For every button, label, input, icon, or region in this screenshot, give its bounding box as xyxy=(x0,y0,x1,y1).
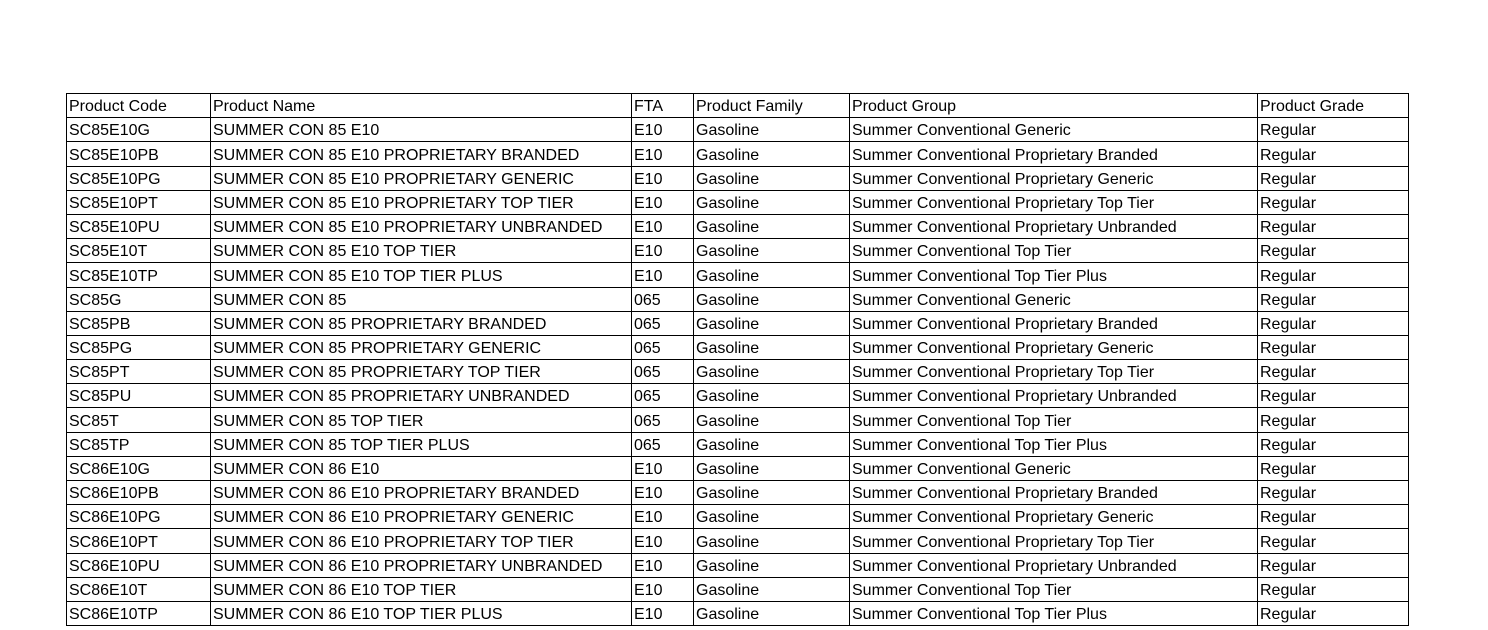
cell-product-family[interactable]: Gasoline xyxy=(694,287,850,311)
cell-product-group[interactable]: Summer Conventional Top Tier xyxy=(850,239,1258,263)
product-table xyxy=(66,93,1409,626)
cell-product-group[interactable]: Summer Conventional Proprietary Unbranded xyxy=(850,553,1258,577)
cell-fta[interactable]: E10 xyxy=(632,456,694,480)
cell-product-group[interactable]: Summer Conventional Generic xyxy=(850,118,1258,142)
cell-product-grade[interactable]: Regular xyxy=(1258,456,1409,480)
cell-product-name[interactable]: SUMMER CON 86 E10 TOP TIER PLUS xyxy=(211,601,632,625)
cell-product-code[interactable]: SC85E10PU xyxy=(67,214,211,238)
cell-product-code[interactable]: SC86E10TP xyxy=(67,601,211,625)
table-row xyxy=(67,456,1409,480)
cell-product-name[interactable]: SUMMER CON 85 E10 PROPRIETARY GENERIC xyxy=(211,166,632,190)
cell-fta[interactable]: E10 xyxy=(632,553,694,577)
cell-product-group[interactable]: Summer Conventional Proprietary Generic xyxy=(850,505,1258,529)
cell-fta[interactable]: E10 xyxy=(632,505,694,529)
cell-product-group[interactable]: Summer Conventional Proprietary Branded xyxy=(850,481,1258,505)
cell-fta[interactable]: E10 xyxy=(632,529,694,553)
cell-product-name[interactable]: SUMMER CON 85 E10 PROPRIETARY BRANDED xyxy=(211,142,632,166)
cell-fta[interactable]: E10 xyxy=(632,166,694,190)
cell-product-family[interactable]: Gasoline xyxy=(694,481,850,505)
cell-product-group[interactable]: Summer Conventional Proprietary Branded xyxy=(850,311,1258,335)
cell-product-grade[interactable]: Regular xyxy=(1258,481,1409,505)
cell-product-grade[interactable]: Regular xyxy=(1258,577,1409,601)
cell-product-grade[interactable]: Regular xyxy=(1258,505,1409,529)
table-row xyxy=(67,432,1409,456)
cell-product-code[interactable]: SC85E10TP xyxy=(67,263,211,287)
table-row xyxy=(67,577,1409,601)
table-row xyxy=(67,118,1409,142)
cell-product-grade[interactable]: Regular xyxy=(1258,311,1409,335)
table-row xyxy=(67,601,1409,625)
cell-product-group[interactable]: Summer Conventional Proprietary Generic xyxy=(850,335,1258,359)
cell-product-code[interactable]: SC86E10PG xyxy=(67,505,211,529)
cell-product-name[interactable]: SUMMER CON 86 E10 TOP TIER xyxy=(211,577,632,601)
cell-fta[interactable]: 065 xyxy=(632,360,694,384)
cell-product-group[interactable]: Summer Conventional Top Tier xyxy=(850,577,1258,601)
cell-fta[interactable]: E10 xyxy=(632,214,694,238)
cell-product-name[interactable]: SUMMER CON 85 E10 PROPRIETARY TOP TIER xyxy=(211,190,632,214)
cell-product-family[interactable]: Gasoline xyxy=(694,601,850,625)
header-product-code[interactable]: Product Code xyxy=(67,94,211,118)
table-row xyxy=(67,481,1409,505)
cell-product-code[interactable]: SC86E10G xyxy=(67,456,211,480)
cell-product-code[interactable]: SC85PU xyxy=(67,384,211,408)
cell-product-grade[interactable]: Regular xyxy=(1258,553,1409,577)
cell-product-group[interactable]: Summer Conventional Generic xyxy=(850,287,1258,311)
cell-fta[interactable]: 065 xyxy=(632,408,694,432)
cell-fta[interactable]: E10 xyxy=(632,481,694,505)
header-product-group[interactable]: Product Group xyxy=(850,94,1258,118)
cell-product-family[interactable]: Gasoline xyxy=(694,142,850,166)
cell-product-name[interactable]: SUMMER CON 85 PROPRIETARY GENERIC xyxy=(211,335,632,359)
cell-product-group[interactable]: Summer Conventional Proprietary Top Tier xyxy=(850,190,1258,214)
cell-product-family[interactable]: Gasoline xyxy=(694,384,850,408)
table-body xyxy=(67,118,1409,626)
cell-product-grade[interactable]: Regular xyxy=(1258,601,1409,625)
cell-product-family[interactable]: Gasoline xyxy=(694,505,850,529)
cell-product-code[interactable]: SC85TP xyxy=(67,432,211,456)
cell-product-grade[interactable]: Regular xyxy=(1258,384,1409,408)
cell-fta[interactable]: 065 xyxy=(632,287,694,311)
table-row xyxy=(67,142,1409,166)
table-row xyxy=(67,214,1409,238)
cell-product-name[interactable]: SUMMER CON 85 E10 xyxy=(211,118,632,142)
cell-product-family[interactable]: Gasoline xyxy=(694,553,850,577)
cell-product-grade[interactable]: Regular xyxy=(1258,263,1409,287)
cell-fta[interactable]: 065 xyxy=(632,432,694,456)
cell-product-name[interactable]: SUMMER CON 85 TOP TIER xyxy=(211,408,632,432)
cell-product-code[interactable]: SC86E10PB xyxy=(67,481,211,505)
cell-product-family[interactable]: Gasoline xyxy=(694,166,850,190)
cell-product-family[interactable]: Gasoline xyxy=(694,118,850,142)
cell-fta[interactable]: 065 xyxy=(632,311,694,335)
cell-product-code[interactable]: SC85E10T xyxy=(67,239,211,263)
cell-product-group[interactable]: Summer Conventional Proprietary Generic xyxy=(850,166,1258,190)
cell-product-name[interactable]: SUMMER CON 85 E10 PROPRIETARY UNBRANDED xyxy=(211,214,632,238)
cell-product-name[interactable]: SUMMER CON 85 E10 TOP TIER PLUS xyxy=(211,263,632,287)
table-row xyxy=(67,505,1409,529)
cell-fta[interactable]: 065 xyxy=(632,335,694,359)
cell-product-family[interactable]: Gasoline xyxy=(694,311,850,335)
cell-product-name[interactable]: SUMMER CON 85 PROPRIETARY BRANDED xyxy=(211,311,632,335)
cell-product-group[interactable]: Summer Conventional Proprietary Unbranded xyxy=(850,214,1258,238)
table-row xyxy=(67,553,1409,577)
cell-product-family[interactable]: Gasoline xyxy=(694,214,850,238)
cell-product-group[interactable]: Summer Conventional Top Tier Plus xyxy=(850,601,1258,625)
cell-product-code[interactable]: SC85T xyxy=(67,408,211,432)
cell-product-family[interactable]: Gasoline xyxy=(694,408,850,432)
cell-product-group[interactable]: Summer Conventional Proprietary Branded xyxy=(850,142,1258,166)
table-row xyxy=(67,287,1409,311)
cell-product-group[interactable]: Summer Conventional Proprietary Top Tier xyxy=(850,529,1258,553)
cell-product-code[interactable]: SC86E10PU xyxy=(67,553,211,577)
header-fta[interactable]: FTA xyxy=(632,94,694,118)
cell-fta[interactable]: E10 xyxy=(632,118,694,142)
cell-fta[interactable]: E10 xyxy=(632,190,694,214)
cell-product-name[interactable]: SUMMER CON 85 PROPRIETARY TOP TIER xyxy=(211,360,632,384)
cell-product-code[interactable]: SC85PT xyxy=(67,360,211,384)
cell-fta[interactable]: E10 xyxy=(632,263,694,287)
cell-product-group[interactable]: Summer Conventional Proprietary Unbranded xyxy=(850,384,1258,408)
table-row xyxy=(67,408,1409,432)
cell-product-family[interactable]: Gasoline xyxy=(694,432,850,456)
table-row xyxy=(67,190,1409,214)
cell-product-code[interactable]: SC86E10PT xyxy=(67,529,211,553)
cell-product-name[interactable]: SUMMER CON 85 E10 TOP TIER xyxy=(211,239,632,263)
cell-product-code[interactable]: SC85PB xyxy=(67,311,211,335)
cell-fta[interactable]: E10 xyxy=(632,601,694,625)
header-product-family[interactable]: Product Family xyxy=(694,94,850,118)
header-row xyxy=(67,94,1409,118)
cell-product-grade[interactable]: Regular xyxy=(1258,118,1409,142)
cell-product-name[interactable]: SUMMER CON 86 E10 PROPRIETARY GENERIC xyxy=(211,505,632,529)
cell-product-family[interactable]: Gasoline xyxy=(694,263,850,287)
cell-product-grade[interactable]: Regular xyxy=(1258,142,1409,166)
header-product-grade[interactable]: Product Grade xyxy=(1258,94,1409,118)
cell-product-name[interactable]: SUMMER CON 86 E10 PROPRIETARY UNBRANDED xyxy=(211,553,632,577)
cell-product-code[interactable]: SC85E10PT xyxy=(67,190,211,214)
cell-product-grade[interactable]: Regular xyxy=(1258,360,1409,384)
table-row xyxy=(67,529,1409,553)
cell-product-code[interactable]: SC85E10G xyxy=(67,118,211,142)
cell-product-family[interactable]: Gasoline xyxy=(694,577,850,601)
cell-product-grade[interactable]: Regular xyxy=(1258,287,1409,311)
cell-product-group[interactable]: Summer Conventional Top Tier Plus xyxy=(850,263,1258,287)
cell-product-code[interactable]: SC85E10PG xyxy=(67,166,211,190)
spreadsheet-sheet xyxy=(66,93,1409,626)
table-row xyxy=(67,335,1409,359)
cell-product-family[interactable]: Gasoline xyxy=(694,360,850,384)
cell-product-name[interactable]: SUMMER CON 85 xyxy=(211,287,632,311)
cell-product-group[interactable]: Summer Conventional Generic xyxy=(850,456,1258,480)
cell-product-family[interactable]: Gasoline xyxy=(694,529,850,553)
table-row xyxy=(67,384,1409,408)
cell-product-group[interactable]: Summer Conventional Proprietary Top Tier xyxy=(850,360,1258,384)
table-row xyxy=(67,166,1409,190)
cell-product-name[interactable]: SUMMER CON 85 PROPRIETARY UNBRANDED xyxy=(211,384,632,408)
cell-fta[interactable]: 065 xyxy=(632,384,694,408)
cell-product-grade[interactable]: Regular xyxy=(1258,432,1409,456)
header-product-name[interactable]: Product Name xyxy=(211,94,632,118)
cell-product-group[interactable]: Summer Conventional Top Tier xyxy=(850,408,1258,432)
cell-product-code[interactable]: SC86E10T xyxy=(67,577,211,601)
cell-fta[interactable]: E10 xyxy=(632,577,694,601)
cell-product-code[interactable]: SC85PG xyxy=(67,335,211,359)
table-row xyxy=(67,239,1409,263)
table-row xyxy=(67,263,1409,287)
cell-product-grade[interactable]: Regular xyxy=(1258,190,1409,214)
cell-product-family[interactable]: Gasoline xyxy=(694,239,850,263)
cell-product-grade[interactable]: Regular xyxy=(1258,335,1409,359)
cell-product-code[interactable]: SC85E10PB xyxy=(67,142,211,166)
cell-product-family[interactable]: Gasoline xyxy=(694,190,850,214)
cell-product-name[interactable]: SUMMER CON 86 E10 xyxy=(211,456,632,480)
cell-product-grade[interactable]: Regular xyxy=(1258,166,1409,190)
cell-product-group[interactable]: Summer Conventional Top Tier Plus xyxy=(850,432,1258,456)
cell-product-grade[interactable]: Regular xyxy=(1258,239,1409,263)
cell-product-grade[interactable]: Regular xyxy=(1258,408,1409,432)
cell-fta[interactable]: E10 xyxy=(632,142,694,166)
cell-product-name[interactable]: SUMMER CON 85 TOP TIER PLUS xyxy=(211,432,632,456)
cell-fta[interactable]: E10 xyxy=(632,239,694,263)
cell-product-grade[interactable]: Regular xyxy=(1258,529,1409,553)
cell-product-name[interactable]: SUMMER CON 86 E10 PROPRIETARY TOP TIER xyxy=(211,529,632,553)
cell-product-code[interactable]: SC85G xyxy=(67,287,211,311)
cell-product-name[interactable]: SUMMER CON 86 E10 PROPRIETARY BRANDED xyxy=(211,481,632,505)
cell-product-family[interactable]: Gasoline xyxy=(694,335,850,359)
cell-product-family[interactable]: Gasoline xyxy=(694,456,850,480)
table-row xyxy=(67,360,1409,384)
table-row xyxy=(67,311,1409,335)
cell-product-grade[interactable]: Regular xyxy=(1258,214,1409,238)
